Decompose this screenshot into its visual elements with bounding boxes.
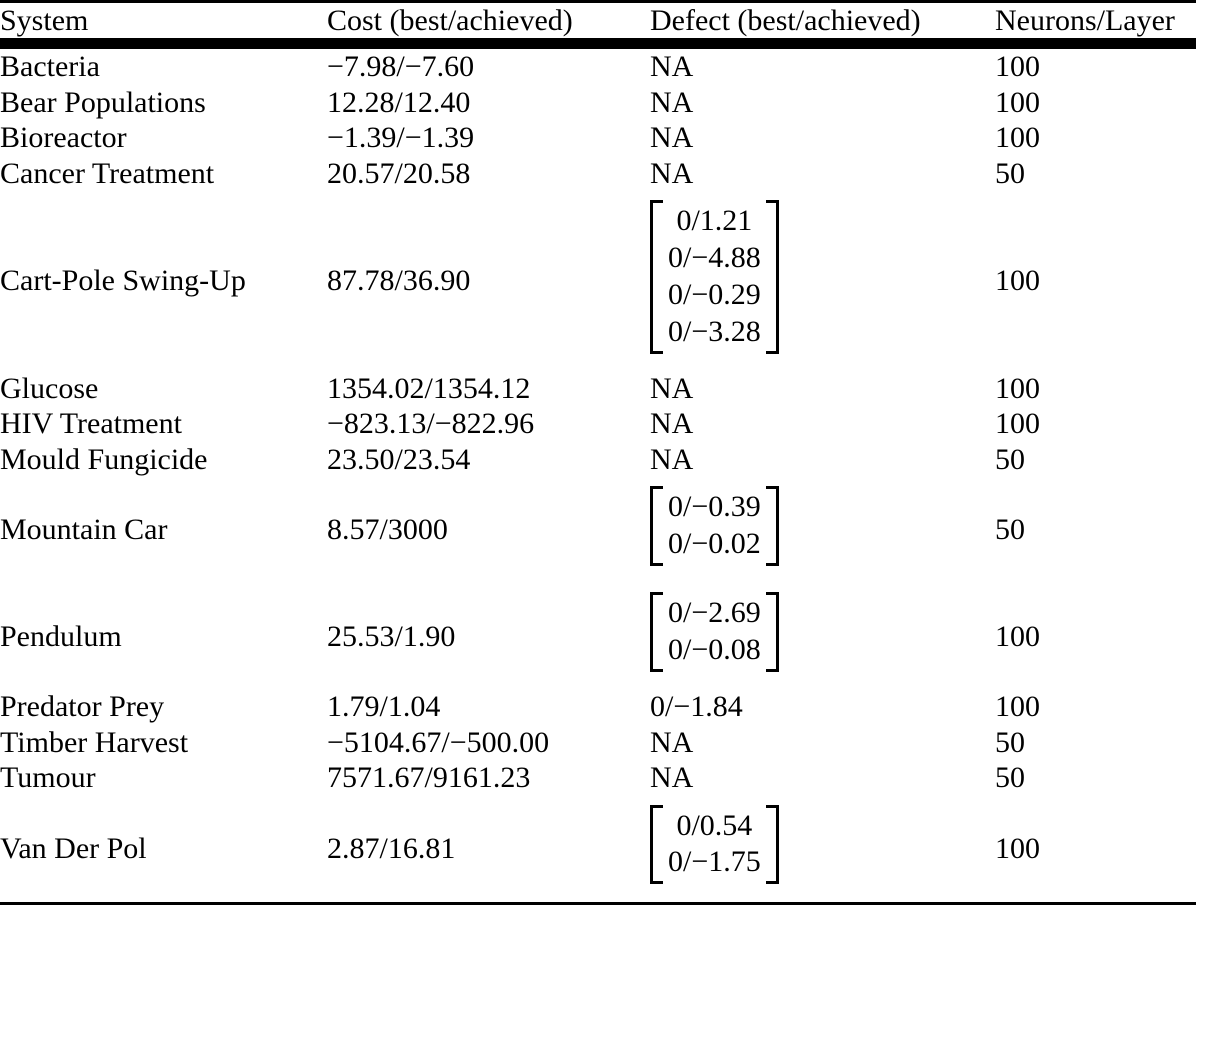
table-row bbox=[0, 85, 1196, 120]
cell-cost: 87.78/36.90 bbox=[327, 264, 471, 298]
cell-neurons: 100 bbox=[995, 619, 1040, 653]
cell-system: Glucose bbox=[0, 371, 99, 405]
defect-vector-entry: 0/0.54 bbox=[676, 808, 753, 842]
cell-system: Van Der Pol bbox=[0, 796, 327, 904]
defect-vector-entry: 0/−4.88 bbox=[668, 240, 761, 274]
table-row bbox=[0, 156, 1196, 191]
table-header bbox=[0, 2, 1196, 44]
cell-defect bbox=[650, 725, 995, 760]
column-header-neurons: Neurons/Layer bbox=[995, 2, 1196, 44]
right-bracket-icon bbox=[766, 805, 779, 885]
cell-neurons: 100 bbox=[995, 690, 1040, 724]
defect-value: NA bbox=[650, 156, 694, 190]
column-header-defect: Defect (best/achieved) bbox=[650, 2, 995, 44]
cell-system: Bear Populations bbox=[0, 85, 206, 119]
cell-defect bbox=[650, 120, 995, 155]
cell-defect bbox=[650, 442, 995, 477]
defect-vector bbox=[650, 486, 779, 566]
cell-cost: 12.28/12.40 bbox=[327, 85, 471, 119]
table-row bbox=[0, 44, 1196, 85]
cell-defect bbox=[650, 85, 995, 120]
defect-vector-entry: 0/−0.29 bbox=[668, 277, 761, 311]
left-bracket-icon bbox=[650, 486, 663, 566]
cell-system: Mould Fungicide bbox=[0, 442, 208, 476]
defect-vector-entry: 0/−1.75 bbox=[668, 845, 761, 879]
cell-system: Cancer Treatment bbox=[0, 156, 215, 190]
defect-vector-entry: 0/−2.69 bbox=[668, 596, 761, 630]
cell-defect bbox=[650, 191, 995, 371]
cell-defect bbox=[650, 371, 995, 406]
cell-system: HIV Treatment bbox=[0, 407, 182, 441]
defect-vector-entry: 0/1.21 bbox=[676, 203, 753, 237]
defect-vector-rows bbox=[663, 200, 766, 354]
cell-cost: 1.79/1.04 bbox=[327, 690, 441, 724]
defect-vector bbox=[650, 200, 779, 354]
cell-neurons: 100 bbox=[995, 50, 1040, 84]
cell-neurons: 50 bbox=[995, 761, 1025, 795]
defect-vector-rows bbox=[663, 486, 766, 566]
cell-neurons: 100 bbox=[995, 796, 1196, 904]
cell-neurons: 50 bbox=[995, 725, 1025, 759]
defect-vector-rows bbox=[663, 805, 766, 885]
defect-vector bbox=[650, 805, 779, 885]
table-row bbox=[0, 442, 1196, 477]
cell-cost: 1354.02/1354.12 bbox=[327, 371, 531, 405]
table-body bbox=[0, 44, 1196, 903]
table-row bbox=[0, 689, 1196, 724]
defect-value: NA bbox=[650, 371, 694, 405]
cell-cost: 25.53/1.90 bbox=[327, 619, 456, 653]
cell-neurons: 50 bbox=[995, 442, 1025, 476]
cell-neurons: 50 bbox=[995, 156, 1025, 190]
cell-cost: 2.87/16.81 bbox=[327, 796, 650, 904]
cell-system: Tumour bbox=[0, 761, 96, 795]
left-bracket-icon bbox=[650, 805, 663, 885]
cell-system: Pendulum bbox=[0, 619, 122, 653]
cell-system: Timber Harvest bbox=[0, 725, 189, 759]
cell-system: Bioreactor bbox=[0, 121, 127, 155]
defect-vector-entry: 0/−0.02 bbox=[668, 526, 761, 560]
cell-system: Cart-Pole Swing-Up bbox=[0, 264, 246, 298]
table-row bbox=[0, 406, 1196, 441]
cell-neurons: 50 bbox=[995, 513, 1025, 547]
right-bracket-icon bbox=[766, 592, 779, 672]
defect-value: NA bbox=[650, 50, 694, 84]
left-bracket-icon bbox=[650, 592, 663, 672]
cell-defect bbox=[650, 796, 995, 904]
cell-defect bbox=[650, 583, 995, 689]
table-row bbox=[0, 725, 1196, 760]
defect-value: NA bbox=[650, 407, 694, 441]
cell-defect bbox=[650, 156, 995, 191]
cell-neurons: 100 bbox=[995, 407, 1040, 441]
defect-vector-entry: 0/−3.28 bbox=[668, 314, 761, 348]
cell-defect bbox=[650, 760, 995, 795]
cell-system: Bacteria bbox=[0, 50, 100, 84]
cell-defect bbox=[650, 477, 995, 583]
cell-neurons: 100 bbox=[995, 121, 1040, 155]
left-bracket-icon bbox=[650, 200, 663, 354]
defect-value: NA bbox=[650, 442, 694, 476]
column-header-cost: Cost (best/achieved) bbox=[327, 2, 650, 44]
cell-cost: 7571.67/9161.23 bbox=[327, 761, 531, 795]
cell-cost: −1.39/−1.39 bbox=[327, 121, 475, 155]
defect-value: NA bbox=[650, 761, 694, 795]
table-row bbox=[0, 371, 1196, 406]
table-row bbox=[0, 796, 1196, 904]
cell-system: Predator Prey bbox=[0, 690, 165, 724]
table-row bbox=[0, 191, 1196, 371]
table-row bbox=[0, 583, 1196, 689]
defect-value: NA bbox=[650, 85, 694, 119]
table-row bbox=[0, 760, 1196, 795]
cell-defect bbox=[650, 689, 995, 724]
cell-defect bbox=[650, 406, 995, 441]
column-header-system: System bbox=[0, 2, 327, 44]
defect-value: NA bbox=[650, 121, 694, 155]
right-bracket-icon bbox=[766, 486, 779, 566]
defect-vector bbox=[650, 592, 779, 672]
defect-value: NA bbox=[650, 725, 694, 759]
defect-value: 0/−1.84 bbox=[650, 690, 743, 724]
table-row bbox=[0, 120, 1196, 155]
cell-neurons: 100 bbox=[995, 264, 1040, 298]
right-bracket-icon bbox=[766, 200, 779, 354]
defect-vector-entry: 0/−0.08 bbox=[668, 633, 761, 667]
table-row bbox=[0, 477, 1196, 583]
header-row bbox=[0, 2, 1196, 44]
cell-cost: −823.13/−822.96 bbox=[327, 407, 535, 441]
cell-cost: −7.98/−7.60 bbox=[327, 50, 475, 84]
cell-defect bbox=[650, 44, 995, 85]
cell-cost: 8.57/3000 bbox=[327, 513, 448, 547]
cell-cost: 20.57/20.58 bbox=[327, 156, 471, 190]
defect-vector-rows bbox=[663, 592, 766, 672]
cell-neurons: 100 bbox=[995, 371, 1040, 405]
cell-cost: −5104.67/−500.00 bbox=[327, 725, 550, 759]
defect-vector-entry: 0/−0.39 bbox=[668, 490, 761, 524]
cell-neurons: 100 bbox=[995, 85, 1040, 119]
cell-cost: 23.50/23.54 bbox=[327, 442, 471, 476]
cell-system: Mountain Car bbox=[0, 513, 168, 547]
